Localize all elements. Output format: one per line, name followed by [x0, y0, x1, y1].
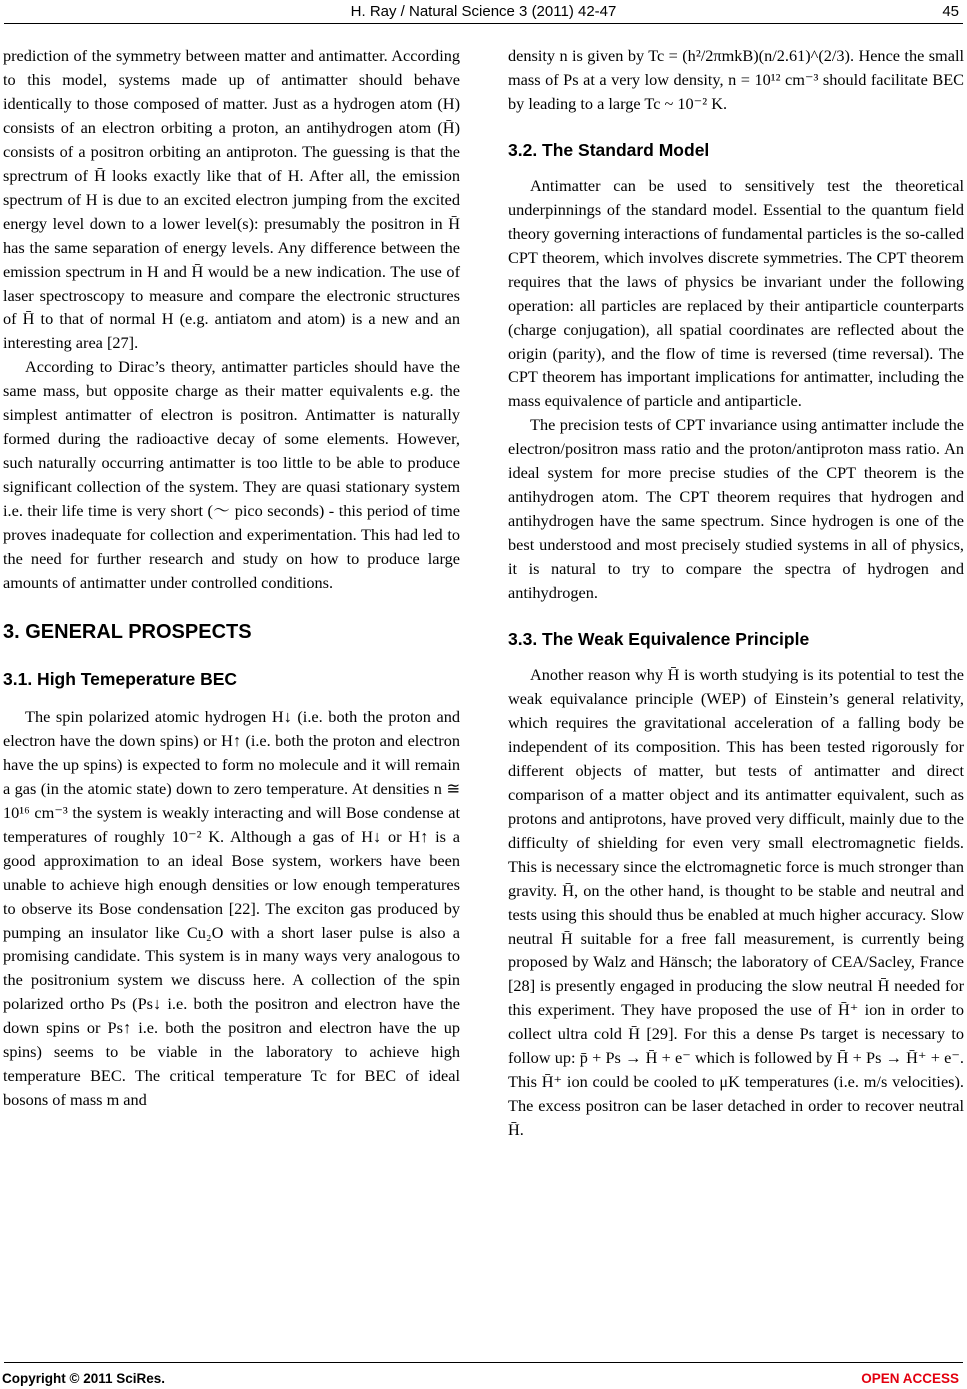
running-title: H. Ray / Natural Science 3 (2011) 42-47	[350, 3, 617, 20]
section-heading-general-prospects: 3. GENERAL PROSPECTS	[3, 620, 252, 643]
subsection-heading-bec: 3.1. High Temeperature BEC	[3, 668, 238, 689]
right-column	[508, 44, 964, 1142]
paragraph-critical-temperature: density n is given by Tc = (h²/2πmkB)(n/2.61)^(2/3). Hence the small mass of Ps at a very low density, n = 10¹² cm⁻³ should facilitate BEC by leading to a large Tc ~ 10⁻² K.	[508, 46, 964, 113]
paragraph-dirac: According to Dirac’s theory, antimatter particles should have the same mass, but opposite charge as their matter equivalents e.g. the simplest antimatter of electron is positron. Antimatter is naturally formed during the radioactive decay of some elements. However, such naturally occurring antimatter is too little to be able to produce significant collection of the system. They are quasi stationary system i.e. their life time is very short (～ pico seconds) - this period of time proves inadequate for collection and experimentation. This had led to the need for further research and study on how to produce large amounts of antimatter under controlled conditions.	[3, 357, 460, 592]
header-rule	[4, 23, 963, 24]
page-number: 45	[942, 3, 959, 20]
paragraph-cpt-tests: The precision tests of CPT invariance using antimatter include the electron/positron mass ratio and the proton/antiproton mass ratio. An ideal system for more precise studies of the CPT theorem is the antihydrogen atom. The CPT theorem requires that hydrogen and antihydrogen have the same spectrum. Since hydrogen is one of the best understood and most precisely studied systems in all of physics, it is natural to try to compare the spectra of hydrogen and antihydrogen.	[508, 415, 964, 603]
open-access-label: OPEN ACCESS	[861, 1371, 959, 1386]
paragraph-bec: The spin polarized atomic hydrogen H↓ (i.e. both the proton and electron have the down spins) or H↑ (i.e. both the proton and electron have the up spins) is expected to form no molecule and it will remain a gas (in the atomic state) down to zero temperature. At densities n ≅ 10¹⁶ cm⁻³ the system is weakly interacting and will Bose condense at temperatures of roughly 10⁻² K. Although a gas of H↓ or H↑ is a good approximation to an ideal Bose system, workers have been unable to achieve high enough densities or low enough temperatures to observe its Bose condensation [22]. The exciton gas produced by pumping an insulator like Cu₂O with a short laser pulse is also a promising candidate. This system is in many ways very analogous to the positronium system we discuss here. A collection of the spin polarized ortho Ps (Ps↓ i.e. both the positron and electron have the down spins or Ps↑ i.e. both the positron and electron have the up spins) seems to be viable in the laboratory to achieve high temperature BEC. The critical temperature Tc for BEC of ideal bosons of mass m and	[3, 706, 460, 1110]
left-column	[3, 44, 460, 1112]
page-footer	[0, 1362, 967, 1389]
subsection-heading-standard-model: 3.2. The Standard Model	[508, 139, 710, 160]
page-header	[0, 0, 967, 26]
paragraph-symmetry: prediction of the symmetry between matter and antimatter. According to this model, systems made up of antimatter should behave identically to those composed of matter. Just as a hydrogen atom (H) consists of an electron orbiting a proton, an antihydrogen atom (H̄) consists of a positron orbiting an antiproton. The guessing is that the sprectrum of H̄ looks exactly like that of H. After all, the emission spectrum of H is due to an excited electron jumping from the excited energy level down to a lower level(s): presumably the positron in H̄ has the same separation of energy levels. Any difference between the emission spectrum in H and H̄ would be a new indication. The use of laser spectroscopy to measure and compare the electronic structures of H̄ to that of normal H (e.g. antiatom and atom) is a new and an interesting area [27].	[3, 46, 460, 353]
copyright-notice: Copyright © 2011 SciRes.	[2, 1371, 166, 1386]
paragraph-cpt: Antimatter can be used to sensitively test the theoretical underpinnings of the standard model. Essential to the quantum field theory governing interactions of fundamental particles is the so-called CPT theorem, which involves discrete symmetries. The CPT theorem requires that the laws of physics be invariant under the following operation: all particles are replaced by their antiparticle counterparts (charge conjugation), all spatial coordinates are reflected about the origin (parity), and the flow of time is reversed (time reversal). The CPT theorem has important implications for antimatter, including the mass equivalence of particle and antiparticle.	[508, 175, 964, 411]
paragraph-wep: Another reason why H̄ is worth studying is its potential to test the weak equivalance principle (WEP) of Einstein’s general relativity, which requires the gravitational acceleration of a falling body be independent of its composition. This has been tested rigorously for different objects of matter, but tests of antimatter and direct comparison of a matter object and its antimatter equivalent, such as protons and antiprotons, have proved very difficult, mainly due to the difficulty of shielding for even very small electromagnetic fields. This is necessary since the elctromagnetic force is much stronger than gravity. H̄, on the other hand, is thought to be stable and neutral and tests using this should thus be enabled at much higher accuracy. Slow neutral H̄ suitable for a free fall measurement, is currently being proposed by Walz and Hänsch; the laboratory of CEA/Sacley, France [28] is presently engaged in producing the slow neutral H̄ needed for this experiment. They have proposed the use of H̄⁺ ion in order to collect ultra cold H̄ [29]. For this a dense Ps target is necessary to follow up: p̄ + Ps → H̄ + e⁻ which is followed by H̄ + Ps → H̄⁺ + e⁻. This H̄⁺ ion could be cooled to μK temperatures (i.e. m/s velocities). The excess positron can be laser detached in order to recover neutral H̄.	[508, 665, 964, 1140]
footer-rule	[4, 1362, 963, 1363]
subsection-heading-wep: 3.3. The Weak Equivalence Principle	[508, 629, 810, 650]
